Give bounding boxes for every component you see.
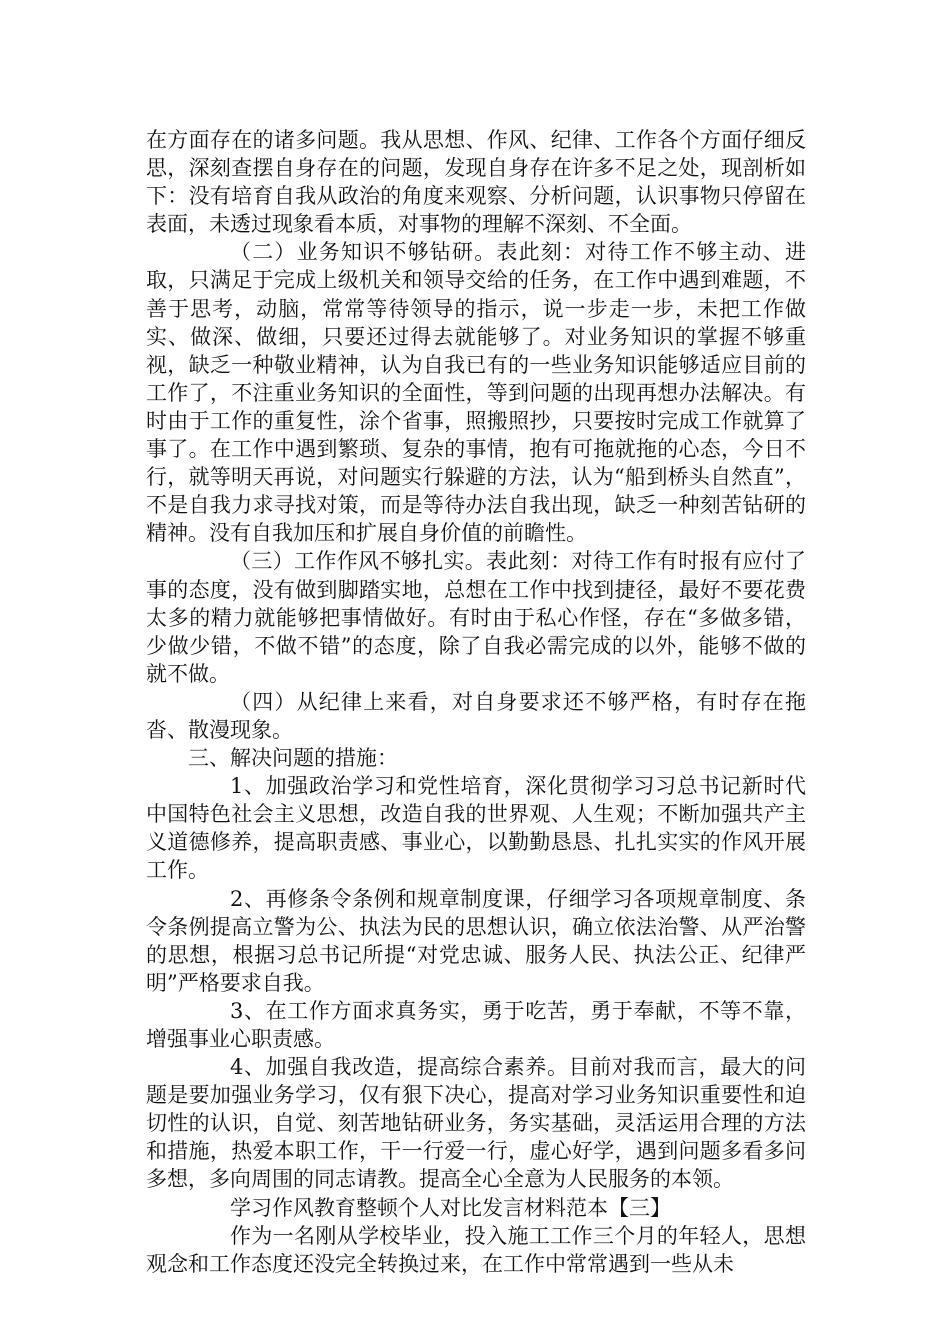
paragraph-measure-2: 2、再修条令条例和规章制度课，仔细学习各项规章制度、条令条例提高立警为公、执法为民的思想认识，确立依法治警、从严治警的思想，根据习总书记所提“对党忠诚、服务人民、执法公正、纪律严明”严格要求自我。: [146, 886, 806, 995]
section-title-sample-3: 学习作风教育整顿个人对比发言材料范本【三】: [230, 1195, 671, 1220]
paragraph-sample-3-intro: 作为一名刚从学校毕业，投入施工工作三个月的年轻人，思想观念和工作态度还没完全转换过来，在工作中常常遇到一些从未: [146, 1223, 806, 1276]
paragraph-measure-3: 3、在工作方面求真务实，勇于吃苦，勇于奉献，不等不靠，增强事业心职责感。: [146, 998, 806, 1051]
document-body: [146, 126, 806, 1278]
paragraph-measure-1: 1、加强政治学习和党性培育，深化贯彻学习习总书记新时代中国特色社会主义思想，改造自我的世界观、人生观；不断加强共产主义道德修养，提高职责感、事业心，以勤勤恳恳、扎扎实实的作风开展工作。: [146, 774, 806, 883]
paragraph-section-3: （三）工作作风不够扎实。表此刻：对待工作有时报有应付了事的态度，没有做到脚踏实地，总想在工作中找到捷径，最好不要花费太多的精力就能够把事情做好。有时由于私心作怪，存在“多做多错，少做少错，不做不错”的态度，除了自我必需完成的以外，能够不做的就不做。: [146, 549, 806, 686]
paragraph-section-4: （四）从纪律上来看，对自身要求还不够严格，有时存在拖沓、散漫现象。: [146, 689, 806, 742]
heading-measures: 三、解决问题的措施：: [188, 746, 398, 771]
paragraph-section-2: （二）业务知识不够钻研。表此刻：对待工作不够主动、进取，只满足于完成上级机关和领导交给的任务，在工作中遇到难题，不善于思考，动脑，常常等待领导的指示，说一步走一步，未把工作做实、做深、做细，只要还过得去就能够了。对业务知识的掌握不够重视，缺乏一种敬业精神，认为自我已有的一些业务知识能够适应目前的工作了，不注重业务知识的全面性，等到问题的出现再想办法解决。有时由于工作的重复性，涂个省事，照搬照抄，只要按时完成工作就算了事了。在工作中遇到繁琐、复杂的事情，抱有可拖就拖的心态，今日不行，就等明天再说，对问题实行躲避的方法，认为“船到桥头自然直”，不是自我力求寻找对策，而是等待办法自我出现，缺乏一种刻苦钻研的精神。没有自我加压和扩展自身价值的前瞻性。: [146, 240, 806, 546]
paragraph-continuation: 在方面存在的诸多问题。我从思想、作风、纪律、工作各个方面仔细反思，深刻查摆自身存在的问题，发现自身存在许多不足之处，现剖析如下：没有培育自我从政治的角度来观察、分析问题，认识事物只停留在表面，未透过现象看本质，对事物的理解不深刻、不全面。: [146, 128, 806, 237]
paragraph-measure-4: 4、加强自我改造，提高综合素养。目前对我而言，最大的问题是要加强业务学习，仅有狠下决心，提高对学习业务知识重要性和迫切性的认识，自觉、刻苦地钻研业务，务实基础，灵活运用合理的方法和措施，热爱本职工作，干一行爱一行，虚心好学，遇到问题多看多问多想，多向周围的同志请教。提高全心全意为人民服务的本领。: [146, 1055, 806, 1192]
